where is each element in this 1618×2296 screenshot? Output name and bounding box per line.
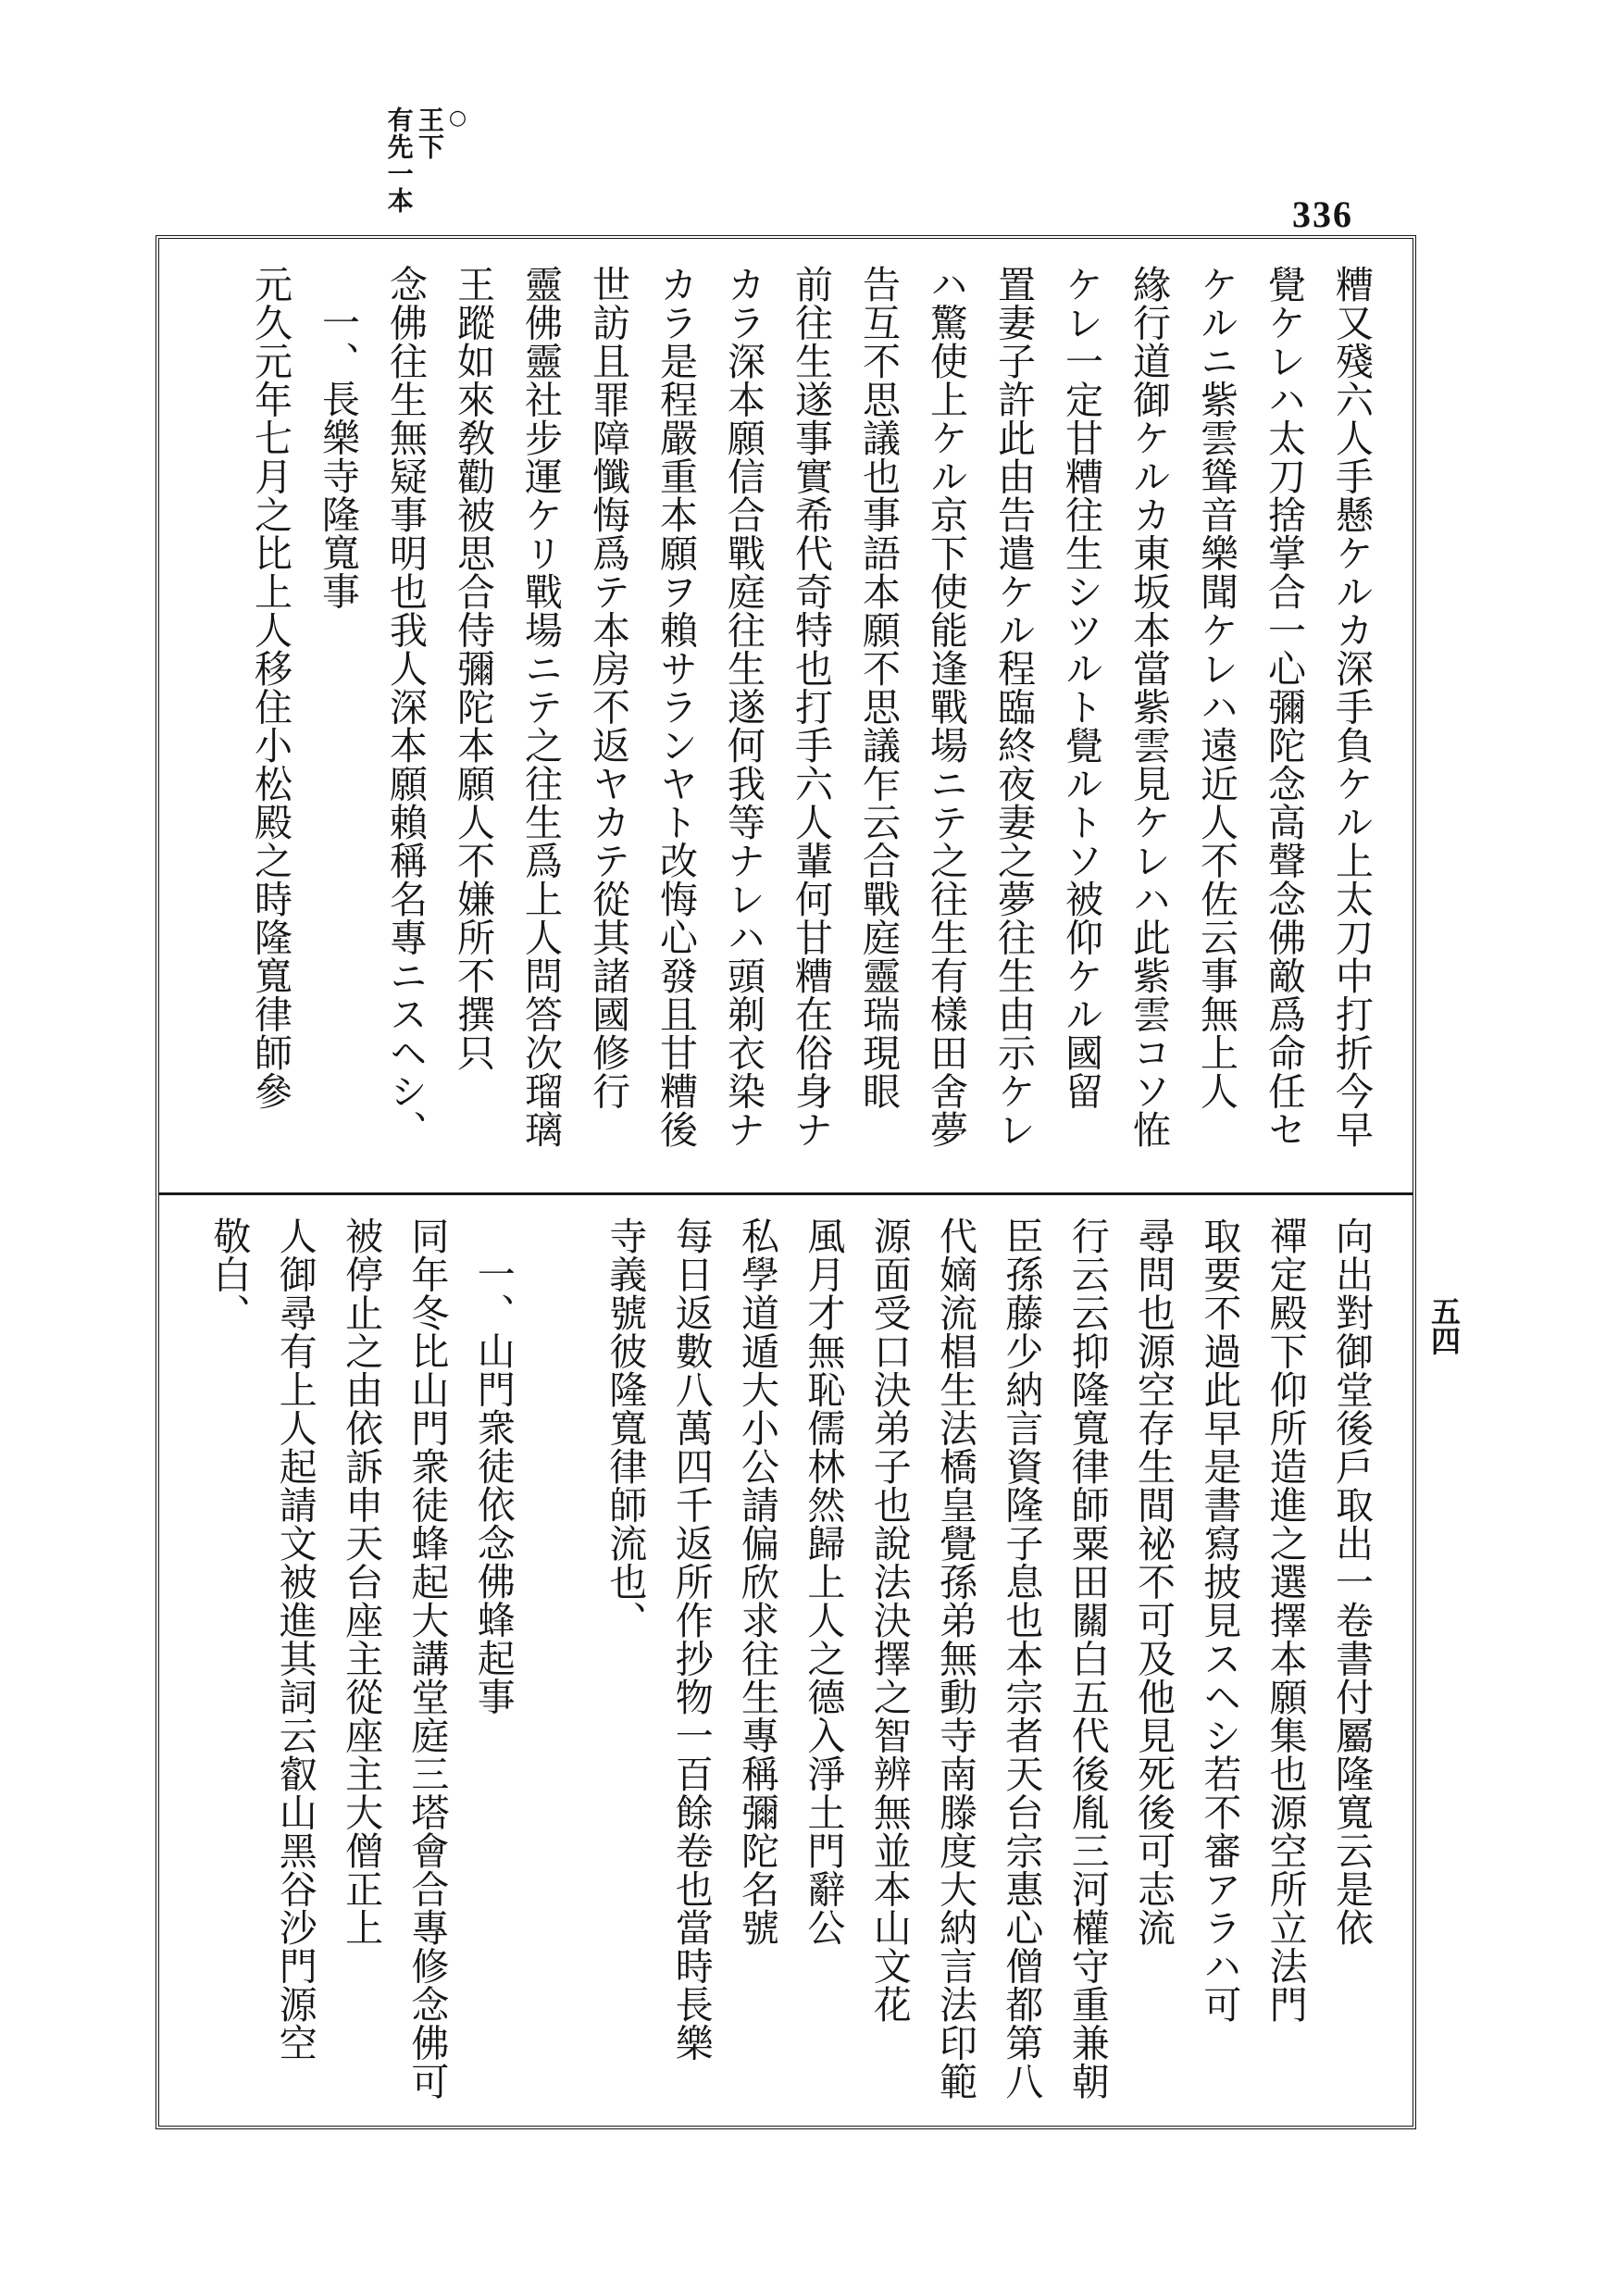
text-column: 每日返數八萬四千返所作抄物一百餘卷也當時長樂: [668, 1217, 714, 2062]
text-column: 緣行道御ケルカ東坂本當紫雲見ケレハ此紫雲コソ恠: [1126, 265, 1171, 1149]
text-column: 尋問也源空存生間祕不可及他見死後可志流: [1131, 1217, 1176, 1947]
text-column: 禪定殿下仰所造進之選擇本願集也源空所立法門: [1263, 1217, 1308, 2024]
text-column: 元久元年七月之比上人移住小松殿之時隆寬律師參: [248, 265, 292, 1110]
text-column: 代嫡流椙生法橋皇覺孫弟無動寺南滕度大納言法印範: [933, 1217, 978, 2101]
lower-text-block: [196, 1217, 1385, 2105]
text-column: 臣孫藤少納言資隆子息也本宗者天台宗惠心僧都第八: [999, 1217, 1044, 2101]
text-column: ハ驚使上ケル京下使能逢戰場ニテ之往生有樣田舍夢: [924, 265, 968, 1149]
text-column: 靈佛靈社步運ケリ戰場ニテ之往生爲上人問答次瑠璃: [518, 265, 563, 1149]
text-column: カラ深本願信合戰庭往生遂何我等ナレハ頭剃衣染ナ: [721, 265, 765, 1149]
text-frame: [156, 235, 1416, 2129]
page-number: 336: [1292, 193, 1353, 235]
text-column: 寺義號彼隆寬律師流也、: [603, 1217, 648, 1640]
text-column: 私學道遁大小公請偏欣求往生專稱彌陀名號: [735, 1217, 780, 1947]
text-column: 人御尋有上人起請文被進其詞云叡山黑谷沙門源空: [272, 1217, 317, 2062]
text-column: 源面受口決弟子也說法決擇之智辨無並本山文花: [866, 1217, 912, 2024]
text-column: 敬白、: [206, 1217, 252, 1332]
text-column: 置妻子許此由告遣ケル程臨終夜妻之夢往生由示ケレ: [991, 265, 1036, 1149]
circle-mark-icon: ○: [446, 106, 469, 130]
text-column: ケルニ紫雲聳音樂聞ケレハ遠近人不佐云事無上人: [1194, 265, 1238, 1110]
text-column: 世訪且罪障懺悔爲テ本房不返ヤカテ從其諸國修行: [586, 265, 630, 1110]
text-column: ケレ一定甘糟往生シツルト覺ルトソ被仰ケル國留: [1059, 265, 1103, 1110]
text-column: 向出對御堂後戶取出一卷書付屬隆寬云是依: [1329, 1217, 1374, 1947]
text-column: 取要不過此早是書寫披見スヘシ若不審アラハ可: [1197, 1217, 1242, 2024]
section-heading: 一、長樂寺隆寬事: [316, 303, 360, 610]
text-column: 前往生遂事實希代奇特也打手六人輩何甘糟在俗身ナ: [789, 265, 833, 1149]
text-column: 風月才無恥儒林然歸上人之德入淨土門辭公: [801, 1217, 846, 1947]
section-divider: [159, 1192, 1413, 1195]
text-column: 王蹤如來敎勸被思合侍彌陀本願人不嫌所不撰只: [451, 265, 495, 1072]
text-column: 同年冬比山門衆徒蜂起大講堂庭三塔會合專修念佛可: [404, 1217, 450, 2101]
text-column: 行云云抑隆寬律師粟田關白五代後胤三河權守重兼朝: [1064, 1217, 1110, 2101]
margin-note-line-2: 有先一本: [383, 106, 415, 214]
text-column: 覺ケレハ太刀捨掌合一心彌陀念高聲念佛敵爲命任セ: [1262, 265, 1306, 1149]
text-column: 念佛往生無疑事明也我人深本願賴稱名專ニスヘシ、: [383, 265, 428, 1149]
text-column: 糟又殘六人手懸ケルカ深手負ケル上太刀中打折今早: [1329, 265, 1374, 1149]
text-column: 告互不思議也事語本願不思議乍云合戰庭靈瑞現眼: [856, 265, 901, 1110]
upper-text-block: [196, 265, 1385, 1172]
side-folio: 五四: [1426, 1296, 1462, 1355]
text-column: 被停止之由依訴申天台座主從座主大僧正上: [339, 1217, 384, 1947]
margin-note-line-1: 王下: [415, 106, 445, 160]
margin-note: [375, 106, 467, 245]
text-column: カラ是程嚴重本願ヲ賴サランヤト改悔心發且甘糟後: [653, 265, 698, 1149]
section-heading: 一、山門衆徒依念佛蜂起事: [470, 1254, 516, 1716]
